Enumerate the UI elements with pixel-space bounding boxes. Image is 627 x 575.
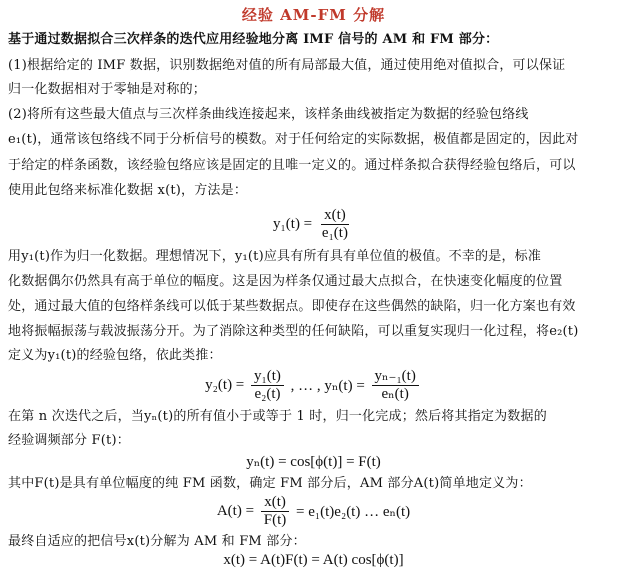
para3-line2: 化数据偶尔仍然具有高于单位的幅度。这是因为样条仅通过最大点拟合，在快速变化幅度的位置 [8,274,563,289]
equation-y1 [0,207,627,242]
eq2-fraction-2 [372,368,419,403]
step1-line1: (1)根据给定的 IMF 数据，识别数据绝对值的所有局部最大值，通过使用绝对值拟合，可以保证 [8,58,566,73]
eq4-numerator: x(t) [261,494,289,512]
eq4-rhs: = e₁(t)e₂(t) … eₙ(t) [296,504,411,520]
eq2-numerator-2: yₙ₋₁(t) [372,368,419,386]
para3-line4: 地将振幅振荡与载波振荡分开。为了消除这种类型的任何缺陷，可以重复实现归一化过程，将e₂(t) [8,324,579,339]
eq1-lhs: y₁(t) = [273,216,313,232]
page-title: 经验 AM-FM 分解 [241,6,386,24]
step1-line2: 归一化数据相对于零轴是对称的； [8,82,207,97]
eq4-lhs: A(t) = [216,503,255,519]
eq1-fraction [319,207,351,242]
para3-line3: 处，通过最大值的包络样条线可以低于某些数据点。即使存在这些偶然的缺陷，归一化方案也有效 [8,299,576,314]
eq2-lhs: y₂(t) = [205,377,245,393]
eq1-numerator: x(t) [321,207,349,225]
equation-yn-cos: yₙ(t) = cos[ϕ(t)] = F(t) [246,454,381,470]
equation-am [0,494,627,529]
eq4-denominator: F(t) [263,512,287,528]
equation-final: x(t) = A(t)F(t) = A(t) cos[ϕ(t)] [223,552,404,568]
para5-line1: 其中F(t)是具有单位幅度的纯 FM 函数，确定 FM 部分后，AM 部分A(t)简单地定义为： [8,476,532,491]
para3-line5: 定义为y₁(t)的经验包络，依此类推： [8,348,222,363]
eq4-fraction [261,494,290,529]
para3-line1: 用y₁(t)作为归一化数据。理想情况下，y₁(t)应具有所有具有单位值的极值。不幸的是，标准 [8,249,542,264]
step2-line2: e₁(t)，通常该包络线不同于分析信号的模数。对于任何给定的实际数据，极值都是固定的，因此对 [8,132,579,147]
para4-line2: 经验调频部分 F(t)： [8,433,130,448]
eq2-fraction-1 [251,368,284,403]
step2-line3: 于给定的样条函数，该经验包络应该是固定的且唯一定义的。通过样条拟合获得经验包络后，可以 [8,158,576,173]
equation-y2-yn [0,368,627,403]
eq2-denominator-2: eₙ(t) [381,386,409,402]
intro-paragraph: 基于通过数据拟合三次样条的迭代应用经验地分离 IMF 信号的 AM 和 FM 部分： [8,32,499,47]
eq1-denominator: e₁(t) [321,225,348,241]
eq2-numerator-1: y₁(t) [251,368,284,386]
eq2-denominator-1: e₂(t) [254,386,281,402]
para6-line1: 最终自适应的把信号x(t)分解为 AM 和 FM 部分： [8,534,306,549]
step2-line4: 使用此包络来标准化数据 x(t)，方法是： [8,183,248,198]
para4-line1: 在第 n 次迭代之后，当yₙ(t)的所有值小于或等于 1 时，归一化完成；然后将其指定为数据的 [8,409,547,424]
step2-line1: (2)将所有这些最大值点与三次样条曲线连接起来，该样条曲线被指定为数据的经验包络线 [8,107,529,122]
eq2-mid: , … , yₙ(t) = [290,378,365,394]
